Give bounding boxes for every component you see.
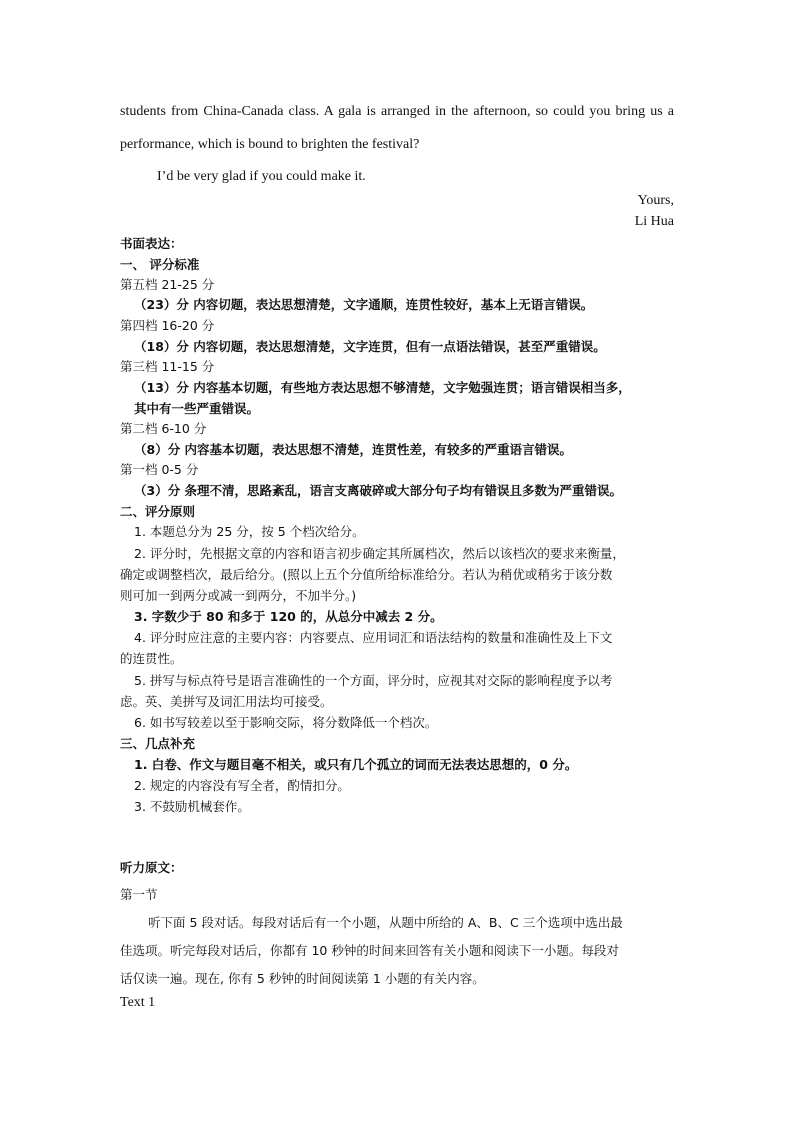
listening-intro-line: 佳选项。听完每段对话后，你都有 10 秒钟的时间来回答有关小题和阅读下一小题。每段对 [120, 943, 619, 958]
listening-heading: 听力原文： [120, 860, 183, 875]
principle-item: 1. 本题总分为 25 分，按 5 个档次给分。 [134, 524, 365, 539]
principle-item: 3. 字数少于 80 和多于 120 的，从总分中减去 2 分。 [134, 609, 443, 624]
supplement-item: 1. 白卷、作文与题目毫不相关，或只有几个孤立的词而无法表达思想的，0 分。 [134, 757, 578, 772]
letter-paragraph-line: performance, which is bound to brighten the festival? [120, 137, 420, 152]
principle-item: 6. 如书写较差以至于影响交际，将分数降低一个档次。 [134, 715, 438, 730]
supplement-item: 2. 规定的内容没有写全者，酌情扣分。 [134, 778, 350, 793]
principle-item: 2. 评分时，先根据文章的内容和语言初步确定其所属档次，然后以该档次的要求来衡量， [134, 546, 625, 561]
grade-description: （3）分 条理不清，思路紊乱，语言支离破碎或大部分句子均有错误且多数为严重错误。 [134, 483, 623, 498]
grade-label: 第三档 11-15 分 [120, 359, 215, 374]
listening-intro-line: 听下面 5 段对话。每段对话后有一个小题，从题中所给的 A、B、C 三个选项中选出最 [148, 915, 623, 930]
principle-item: 5. 拼写与标点符号是语言准确性的一个方面，评分时，应视其对交际的影响程度予以考 [134, 673, 613, 688]
letter-paragraph: I’d be very glad if you could make it. [157, 169, 366, 184]
grade-description: （13）分 内容基本切题，有些地方表达思想不够清楚，文字勉强连贯；语言错误相当多， [134, 380, 631, 395]
section-title-criteria: 一、 评分标准 [120, 257, 200, 272]
letter-closing: Yours, [637, 193, 674, 208]
section-title-supplements: 三、几点补充 [120, 736, 196, 751]
grade-description-cont: 其中有一些严重错误。 [134, 401, 260, 416]
grade-description: （18）分 内容切题，表达思想清楚，文字连贯，但有一点语法错误，甚至严重错误。 [134, 339, 606, 354]
principle-item-cont: 确定或调整档次，最后给分。(照以上五个分值所给标准给分。若认为稍优或稍劣于该分数 [120, 567, 613, 582]
text-label: Text 1 [120, 995, 156, 1010]
supplement-item: 3. 不鼓励机械套作。 [134, 799, 250, 814]
grade-label: 第五档 21-25 分 [120, 277, 215, 292]
principle-item-cont: 则可加一到两分或减一到两分，不加半分。) [120, 588, 357, 603]
grade-label: 第四档 16-20 分 [120, 318, 215, 333]
grade-description: （23）分 内容切题，表达思想清楚，文字通顺，连贯性较好，基本上无语言错误。 [134, 297, 594, 312]
principle-item-cont: 的连贯性。 [120, 651, 183, 666]
grade-description: （8）分 内容基本切题，表达思想不清楚，连贯性差，有较多的严重语言错误。 [134, 442, 573, 457]
letter-paragraph-line: students from China-Canada class. A gala is arranged in the afternoon, so could you bring us a [120, 104, 674, 119]
grade-label: 第二档 6-10 分 [120, 421, 207, 436]
principle-item: 4. 评分时应注意的主要内容：内容要点、应用词汇和语法结构的数量和准确性及上下文 [134, 630, 613, 645]
listening-section: 第一节 [120, 887, 158, 902]
letter-signature: Li Hua [634, 214, 674, 229]
principle-item-cont: 虑。英、美拼写及词汇用法均可接受。 [120, 694, 333, 709]
grade-label: 第一档 0-5 分 [120, 462, 199, 477]
section-title-principles: 二、评分原则 [120, 504, 196, 519]
writing-heading: 书面表达： [120, 236, 183, 251]
listening-intro-line: 话仅读一遍。现在, 你有 5 秒钟的时间阅读第 1 小题的有关内容。 [120, 971, 485, 986]
